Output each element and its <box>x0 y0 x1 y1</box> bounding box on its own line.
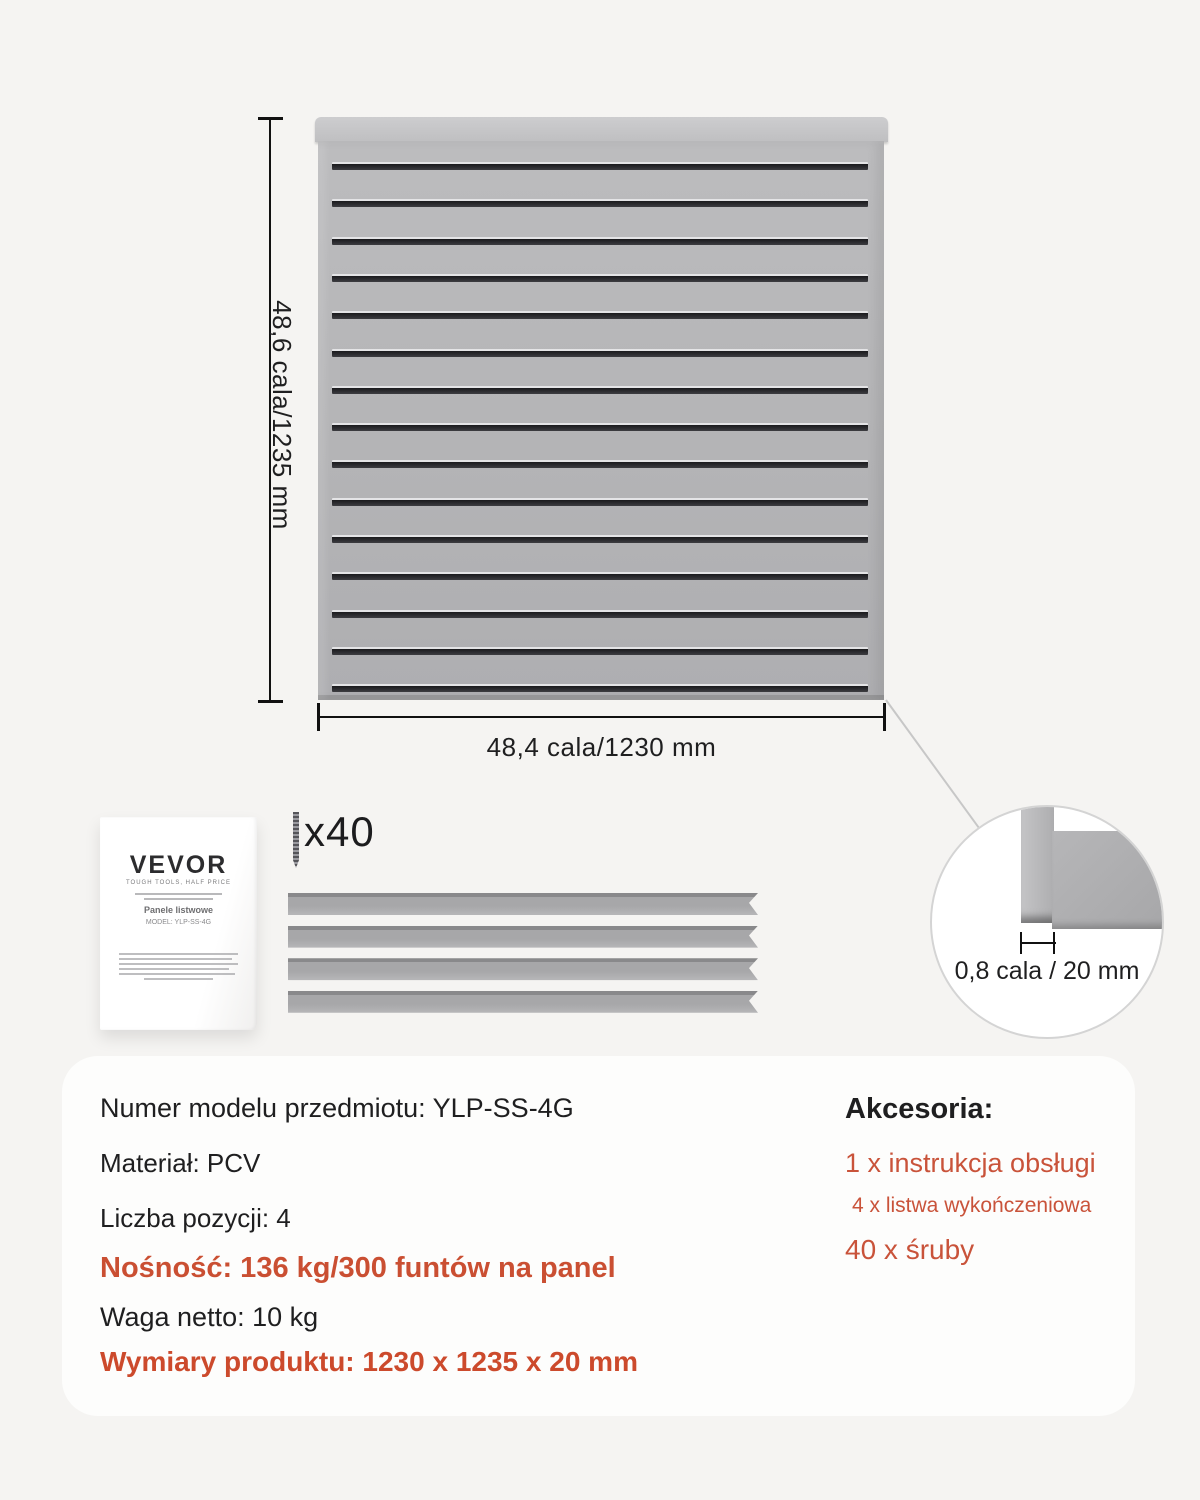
manual-rule <box>135 893 223 895</box>
spec-load-capacity: Nośność: 136 kg/300 funtów na panel <box>100 1252 616 1284</box>
accessory-screws: 40 x śruby <box>845 1234 975 1265</box>
slat-groove <box>332 199 868 207</box>
slat-groove <box>332 274 868 282</box>
manual-title: Panele listwowe <box>143 905 214 915</box>
slat-groove <box>332 349 868 357</box>
manual-model: MODEL: YLP-SS-4G <box>145 919 212 926</box>
accessory-trim: 4 x listwa wykończeniowa <box>852 1194 1092 1217</box>
leader-line <box>885 699 982 831</box>
spec-material: Materiał: PCV <box>100 1148 261 1178</box>
manual-fineprint-line <box>119 958 232 960</box>
slat-groove <box>332 535 868 543</box>
trim-strip <box>288 958 758 980</box>
screw-icon <box>293 812 299 868</box>
edge-detail-circle <box>930 805 1164 1039</box>
accessory-manual: 1 x instrukcja obsługi <box>845 1148 1096 1178</box>
width-dimension-tick-right <box>883 703 886 731</box>
slat-groove <box>332 162 868 170</box>
slat-groove <box>332 684 868 692</box>
slat-groove <box>332 311 868 319</box>
trim-strip <box>288 991 758 1013</box>
accessories-heading: Akcesoria: <box>845 1093 994 1125</box>
manual-fineprint-line <box>119 968 229 970</box>
spec-net-weight: Waga netto: 10 kg <box>100 1302 319 1332</box>
slat-groove <box>332 498 868 506</box>
panel-top-cap <box>315 117 888 142</box>
slat-groove <box>332 237 868 245</box>
spec-model-number: Numer modelu przedmiotu: YLP-SS-4G <box>100 1093 574 1123</box>
spec-product-dimensions: Wymiary produktu: 1230 x 1235 x 20 mm <box>100 1346 638 1377</box>
slat-groove <box>332 572 868 580</box>
manual-fineprint-line <box>119 973 235 975</box>
vevor-logo: VEVOR <box>129 851 228 879</box>
width-dimension-label: 48,4 cala/1230 mm <box>486 732 717 762</box>
manual-booklet <box>100 817 257 1030</box>
thickness-tick-right <box>1053 932 1055 954</box>
slat-groove <box>332 647 868 655</box>
manual-fineprint-line <box>144 978 213 980</box>
thickness-tick-left <box>1020 932 1022 954</box>
slatwall-panel <box>318 141 884 700</box>
slat-groove <box>332 610 868 618</box>
cross-section-face <box>1052 831 1164 929</box>
spec-card <box>62 1056 1135 1416</box>
trim-strip <box>288 926 758 948</box>
slat-groove <box>332 386 868 394</box>
slat-groove <box>332 460 868 468</box>
manual-tagline: TOUGH TOOLS, HALF PRICE <box>125 880 232 886</box>
manual-rule <box>144 898 213 900</box>
thickness-dimension-line <box>1021 942 1056 944</box>
manual-fineprint-line <box>119 963 238 965</box>
width-dimension-tick-left <box>317 703 320 731</box>
width-dimension-line <box>318 716 885 718</box>
slat-groove <box>332 423 868 431</box>
cross-section-edge <box>1021 805 1054 923</box>
manual-fineprint-line <box>119 953 238 955</box>
thickness-label: 0,8 cala / 20 mm <box>954 957 1140 985</box>
height-dimension-label: 48,6 cala/1235 mm <box>267 300 297 530</box>
height-dimension-tick-top <box>258 117 283 120</box>
trim-strip <box>288 893 758 915</box>
spec-item-count: Liczba pozycji: 4 <box>100 1203 291 1233</box>
screw-count-label: x40 <box>304 808 375 855</box>
